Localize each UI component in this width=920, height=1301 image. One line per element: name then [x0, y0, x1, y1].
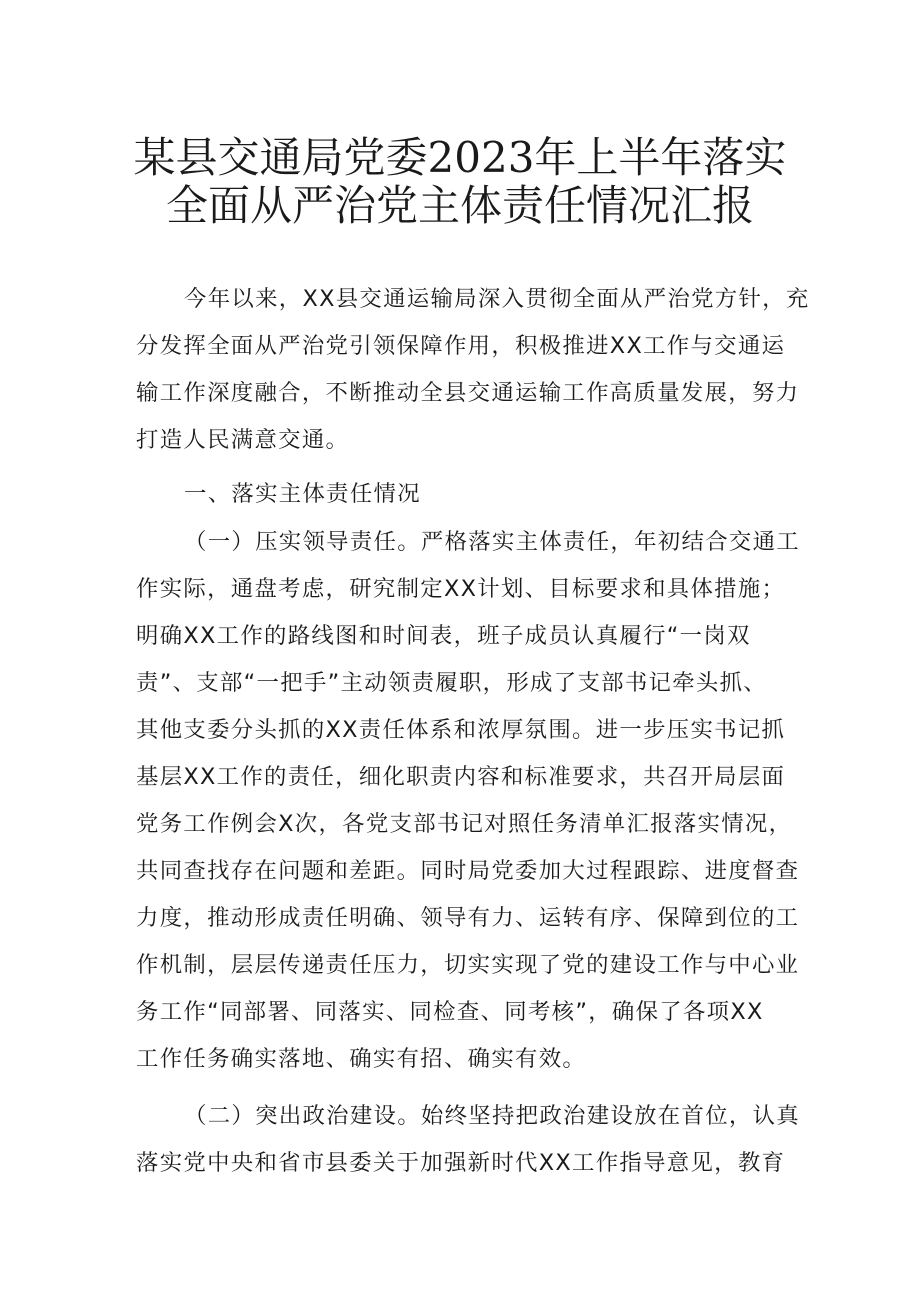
paragraph-line: 党务工作例会X次，各党支部书记对照任务清单汇报落实情况，	[136, 811, 793, 837]
intro-line: 分发挥全面从严治党引领保障作用，积极推进XX工作与交通运	[136, 333, 786, 359]
paragraph-line: 作实际，通盘考虑，研究制定XX计划、目标要求和具体措施；	[136, 576, 786, 602]
intro-line: 输工作深度融合，不断推动全县交通运输工作高质量发展，努力	[136, 380, 800, 406]
intro-paragraph	[136, 276, 810, 464]
paragraph-line: 工作任务确实落地、确实有招、确实有效。	[136, 1046, 587, 1072]
paragraph-line: 务工作“同部署、同落实、同检查、同考核”，确保了各项XX	[136, 999, 764, 1025]
paragraph-line: （二）突出政治建设。始终坚持把政治建设放在首位，认真	[184, 1103, 800, 1129]
document-title-line-1: 某县交通局党委2023年上半年落实	[133, 133, 787, 182]
paragraph-line: 责”、支部“一把手”主动领责履职，形成了支部书记牵头抓、	[136, 670, 767, 696]
paragraph-line: 作机制，层层传递责任压力，切实实现了党的建设工作与中心业	[136, 952, 800, 978]
paragraph-line: 基层XX工作的责任，细化职责内容和标准要求，共召开局层面	[136, 764, 786, 790]
intro-line: 打造人民满意交通。	[136, 427, 350, 453]
paragraph-line: 明确XX工作的路线图和时间表，班子成员认真履行“一岗双	[136, 623, 751, 649]
paragraph-political-construction	[136, 1093, 800, 1187]
paragraph-line: 其他支委分头抓的XX责任体系和浓厚氛围。进一步压实书记抓	[136, 717, 786, 743]
paragraph-line: 力度，推动形成责任明确、领导有力、运转有序、保障到位的工	[136, 905, 800, 931]
document-title-line-2: 全面从严治党主体责任情况汇报	[165, 181, 754, 230]
intro-line: 今年以来，XX县交通运输局深入贯彻全面从严治党方针，充	[184, 286, 810, 312]
paragraph-line: 落实党中央和省市县委关于加强新时代XX工作指导意见，教育	[136, 1150, 786, 1176]
paragraph-leadership-responsibility	[136, 519, 800, 1083]
paragraph-line: 共同查找存在问题和差距。同时局党委加大过程跟踪、进度督查	[136, 858, 800, 884]
section-heading-text: 一、落实主体责任情况	[184, 481, 421, 507]
section-heading	[136, 471, 790, 518]
paragraph-line: （一）压实领导责任。严格落实主体责任，年初结合交通工	[184, 529, 800, 555]
